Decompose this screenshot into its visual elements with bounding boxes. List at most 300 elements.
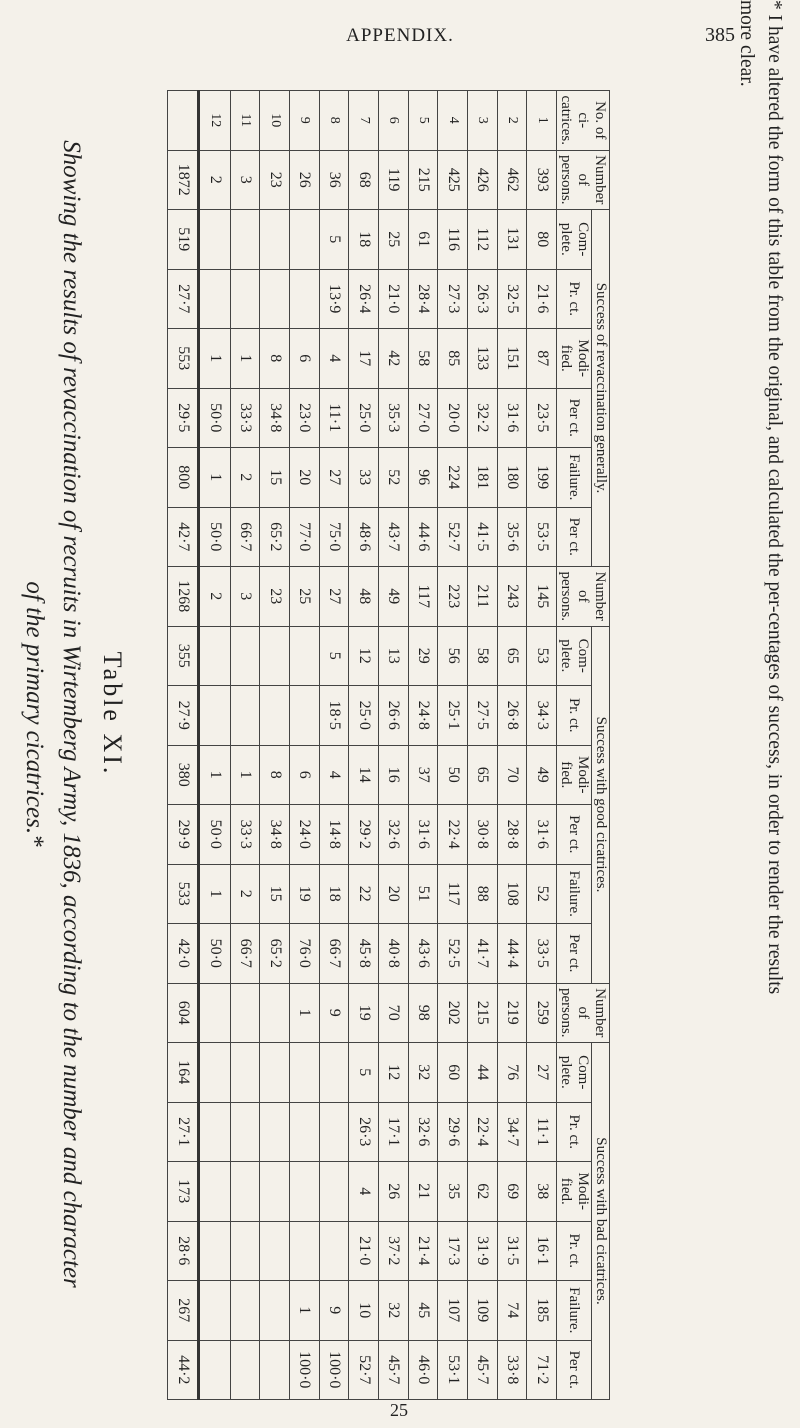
table-cell: 68 <box>349 150 379 210</box>
table-cell: 75·0 <box>319 507 349 567</box>
table-cell: 71·2 <box>527 1340 557 1400</box>
table-cell: 17·3 <box>438 1221 468 1281</box>
cell-no-cicatrices: 4 <box>438 91 468 151</box>
col-header-number-persons: Number of persons. <box>557 567 610 627</box>
table-cell: 52·7 <box>349 1340 379 1400</box>
table-cell <box>199 983 230 1043</box>
table-cell: 9 <box>319 1281 349 1341</box>
col-header: Failure. <box>557 1281 592 1341</box>
table-cell: 37·2 <box>378 1221 408 1281</box>
table-cell: 27 <box>319 448 349 508</box>
table-cell: 96 <box>408 448 438 508</box>
table-cell: 87 <box>527 329 557 389</box>
table-cell: 77·0 <box>289 507 319 567</box>
table-cell: 65 <box>467 745 497 805</box>
table-cell: 30·8 <box>467 805 497 865</box>
table-cell: 45·7 <box>378 1340 408 1400</box>
table-cell: 6 <box>289 329 319 389</box>
table-cell: 24·0 <box>289 805 319 865</box>
table-cell: 51 <box>408 864 438 924</box>
table-cell <box>230 1043 260 1103</box>
table-cell: 21 <box>408 1162 438 1222</box>
table-cell: 48·6 <box>349 507 379 567</box>
table-cell: 27 <box>527 1043 557 1103</box>
table-cell: 65·2 <box>260 507 290 567</box>
table-cell: 2 <box>199 150 230 210</box>
table-cell: 44 <box>467 1043 497 1103</box>
table-cell: 22·4 <box>438 805 468 865</box>
table-cell: 62 <box>467 1162 497 1222</box>
table-row <box>349 91 379 1400</box>
table-cell: 35 <box>438 1162 468 1222</box>
table-cell <box>319 1221 349 1281</box>
table-cell: 25·0 <box>349 686 379 746</box>
table-cell: 28·4 <box>408 269 438 329</box>
table-cell: 52·5 <box>438 924 468 984</box>
table-cell: 109 <box>467 1281 497 1341</box>
table-cell: 119 <box>378 150 408 210</box>
table-cell <box>199 1162 230 1222</box>
table-cell: 22·4 <box>467 1102 497 1162</box>
table-cell: 21·0 <box>378 269 408 329</box>
table-cell: 1 <box>199 448 230 508</box>
table-cell <box>260 1221 290 1281</box>
table-cell: 112 <box>467 210 497 270</box>
table-cell <box>260 1043 290 1103</box>
table-cell: 131 <box>497 210 527 270</box>
table-cell: 58 <box>408 329 438 389</box>
col-header: Per ct. <box>557 1340 592 1400</box>
table-cell: 35·6 <box>497 507 527 567</box>
table-cell: 53·5 <box>527 507 557 567</box>
table-cell: 27 <box>319 567 349 627</box>
table-cell: 185 <box>527 1281 557 1341</box>
col-header: Per ct. <box>557 507 592 567</box>
total-cell: 604 <box>168 983 199 1043</box>
cell-no-cicatrices: 6 <box>378 91 408 151</box>
table-cell: 37 <box>408 745 438 805</box>
table-cell: 33·3 <box>230 388 260 448</box>
table-cell: 32·2 <box>467 388 497 448</box>
total-cell: 553 <box>168 329 199 389</box>
table-cell: 224 <box>438 448 468 508</box>
col-header: Modi-fied. <box>557 745 592 805</box>
table-cell: 34·8 <box>260 805 290 865</box>
table-cell: 4 <box>319 329 349 389</box>
table-cell: 31·6 <box>408 805 438 865</box>
table-cell: 49 <box>527 745 557 805</box>
table-row <box>319 91 349 1400</box>
table-cell: 1 <box>230 329 260 389</box>
table-row <box>527 91 557 1400</box>
table-cell <box>199 626 230 686</box>
table-cell: 66·7 <box>319 924 349 984</box>
col-header-number-persons: Number of persons. <box>557 150 610 210</box>
table-cell: 27·0 <box>408 388 438 448</box>
table-cell: 50·0 <box>199 924 230 984</box>
cell-no-cicatrices: 12 <box>199 91 230 151</box>
col-header: Failure. <box>557 448 592 508</box>
col-header: Per ct. <box>557 924 592 984</box>
cell-no-cicatrices: 8 <box>319 91 349 151</box>
table-cell <box>260 1340 290 1400</box>
table-cell: 2 <box>199 567 230 627</box>
table-cell: 49 <box>378 567 408 627</box>
data-table-wrapper <box>167 90 610 1400</box>
total-cell: 380 <box>168 745 199 805</box>
table-cell: 22 <box>349 864 379 924</box>
table-cell: 80 <box>527 210 557 270</box>
table-cell: 26·4 <box>349 269 379 329</box>
table-cell <box>199 686 230 746</box>
col-header: Pr. ct. <box>557 269 592 329</box>
table-cell: 151 <box>497 329 527 389</box>
table-cell: 40·8 <box>378 924 408 984</box>
table-row <box>199 91 230 1400</box>
table-body <box>168 91 557 1400</box>
table-cell: 66·7 <box>230 507 260 567</box>
table-cell: 20 <box>378 864 408 924</box>
table-cell: 16 <box>378 745 408 805</box>
table-cell: 393 <box>527 150 557 210</box>
table-cell: 117 <box>408 567 438 627</box>
table-cell: 32 <box>408 1043 438 1103</box>
total-cell: 29·9 <box>168 805 199 865</box>
table-cell: 41·7 <box>467 924 497 984</box>
table-cell: 38 <box>527 1162 557 1222</box>
table-cell: 18 <box>319 864 349 924</box>
table-cell <box>260 210 290 270</box>
table-cell: 117 <box>438 864 468 924</box>
table-cell: 211 <box>467 567 497 627</box>
col-header: Com-plete. <box>557 626 592 686</box>
total-cell: 355 <box>168 626 199 686</box>
col-header-number-persons: Number of persons. <box>557 983 610 1043</box>
footnote: * I have altered the form of this table from the original, and calculated the per-centages of success, in order to render the results <box>764 0 785 995</box>
table-row <box>230 91 260 1400</box>
table-cell: 26 <box>378 1162 408 1222</box>
table-cell: 18 <box>349 210 379 270</box>
table-cell: 14 <box>349 745 379 805</box>
cell-no-cicatrices: 10 <box>260 91 290 151</box>
table-cell: 46·0 <box>408 1340 438 1400</box>
table-cell <box>230 210 260 270</box>
table-cell <box>289 1162 319 1222</box>
table-cell: 462 <box>497 150 527 210</box>
table-cell: 15 <box>260 864 290 924</box>
table-cell <box>230 1221 260 1281</box>
signature-mark: 25 <box>390 1400 408 1420</box>
table-cell <box>260 1162 290 1222</box>
table-cell <box>230 686 260 746</box>
table-cell: 36 <box>319 150 349 210</box>
table-cell: 215 <box>408 150 438 210</box>
table-cell <box>230 1102 260 1162</box>
table-cell: 25·1 <box>438 686 468 746</box>
table-cell: 11·1 <box>319 388 349 448</box>
table-cell: 3 <box>230 150 260 210</box>
table-cell: 45·7 <box>467 1340 497 1400</box>
table-cell: 85 <box>438 329 468 389</box>
table-cell <box>230 1281 260 1341</box>
table-cell: 43·7 <box>378 507 408 567</box>
table-cell <box>289 210 319 270</box>
table-row <box>467 91 497 1400</box>
table-cell: 32·6 <box>408 1102 438 1162</box>
table-cell: 13·9 <box>319 269 349 329</box>
table-cell: 10 <box>349 1281 379 1341</box>
table-cell: 202 <box>438 983 468 1043</box>
table-cell: 27·3 <box>438 269 468 329</box>
total-cell: 27·9 <box>168 686 199 746</box>
table-cell: 35·3 <box>378 388 408 448</box>
table-cell: 21·0 <box>349 1221 379 1281</box>
table-cell <box>319 1102 349 1162</box>
table-cell: 8 <box>260 329 290 389</box>
table-cell: 17 <box>349 329 379 389</box>
table-cell: 100·0 <box>319 1340 349 1400</box>
table-cell: 21·4 <box>408 1221 438 1281</box>
table-cell: 23 <box>260 567 290 627</box>
table-cell: 6 <box>289 745 319 805</box>
footnote-continued: more clear. <box>736 0 757 87</box>
table-cell: 53 <box>527 626 557 686</box>
table-cell: 50·0 <box>199 507 230 567</box>
cell-no-cicatrices: 7 <box>349 91 379 151</box>
table-cell: 17·1 <box>378 1102 408 1162</box>
table-cell: 2 <box>230 448 260 508</box>
table-cell: 181 <box>467 448 497 508</box>
table-cell <box>289 269 319 329</box>
table-cell: 25 <box>289 567 319 627</box>
table-cell: 1 <box>199 329 230 389</box>
table-cell: 88 <box>467 864 497 924</box>
table-cell: 65 <box>497 626 527 686</box>
table-cell: 29·6 <box>438 1102 468 1162</box>
table-cell <box>260 626 290 686</box>
col-header: Failure. <box>557 864 592 924</box>
table-cell: 43·6 <box>408 924 438 984</box>
table-cell: 5 <box>319 210 349 270</box>
table-cell: 76 <box>497 1043 527 1103</box>
table-cell: 52 <box>378 448 408 508</box>
table-cell <box>289 1043 319 1103</box>
table-cell: 31·5 <box>497 1221 527 1281</box>
table-cell <box>230 1340 260 1400</box>
table-cell: 23·5 <box>527 388 557 448</box>
table-cell: 425 <box>438 150 468 210</box>
table-cell <box>289 1221 319 1281</box>
table-caption-line1: Showing the results of revaccination of recruits in Wirtemberg Army, 1836, according to the number and character <box>58 140 85 1288</box>
total-cell: 173 <box>168 1162 199 1222</box>
table-cell <box>230 269 260 329</box>
table-cell: 56 <box>438 626 468 686</box>
table-cell: 48 <box>349 567 379 627</box>
table-cell: 21·6 <box>527 269 557 329</box>
table-cell: 41·5 <box>467 507 497 567</box>
table-cell <box>319 1043 349 1103</box>
table-cell: 4 <box>349 1162 379 1222</box>
table-cell: 32·6 <box>378 805 408 865</box>
col-header: Per ct. <box>557 805 592 865</box>
table-cell: 42 <box>378 329 408 389</box>
page-number: 385 <box>705 24 735 46</box>
table-cell <box>260 1102 290 1162</box>
table-cell: 23 <box>260 150 290 210</box>
table-cell: 1 <box>289 1281 319 1341</box>
cell-no-cicatrices: 2 <box>497 91 527 151</box>
table-cell: 5 <box>349 1043 379 1103</box>
running-head: APPENDIX. <box>346 25 454 46</box>
table-cell: 60 <box>438 1043 468 1103</box>
table-cell: 69 <box>497 1162 527 1222</box>
table-cell: 33·8 <box>497 1340 527 1400</box>
table-cell: 20·0 <box>438 388 468 448</box>
col-header: Com-plete. <box>557 1043 592 1103</box>
table-cell <box>230 1162 260 1222</box>
table-cell: 29 <box>408 626 438 686</box>
table-row <box>438 91 468 1400</box>
table-cell: 25 <box>378 210 408 270</box>
total-cell: 42·0 <box>168 924 199 984</box>
table-cell: 26 <box>289 150 319 210</box>
totals-row <box>168 91 199 1400</box>
table-row <box>408 91 438 1400</box>
table-cell: 19 <box>289 864 319 924</box>
total-cell: 29·5 <box>168 388 199 448</box>
table-cell: 116 <box>438 210 468 270</box>
total-cell: 533 <box>168 864 199 924</box>
table-cell: 25·0 <box>349 388 379 448</box>
total-cell: 1872 <box>168 150 199 210</box>
table-cell: 145 <box>527 567 557 627</box>
table-cell: 108 <box>497 864 527 924</box>
table-cell <box>199 1043 230 1103</box>
table-cell: 8 <box>260 745 290 805</box>
table-cell <box>199 269 230 329</box>
total-cell: 27·1 <box>168 1102 199 1162</box>
table-cell: 45·8 <box>349 924 379 984</box>
col-header: Pr. ct. <box>557 1221 592 1281</box>
col-header: Com-plete. <box>557 210 592 270</box>
table-cell: 32·5 <box>497 269 527 329</box>
table-cell: 259 <box>527 983 557 1043</box>
revaccination-table <box>167 90 610 1400</box>
table-cell <box>260 269 290 329</box>
table-cell <box>260 983 290 1043</box>
table-cell: 34·3 <box>527 686 557 746</box>
table-row <box>260 91 290 1400</box>
col-header: Pr. ct. <box>557 1102 592 1162</box>
table-cell <box>230 626 260 686</box>
table-cell: 215 <box>467 983 497 1043</box>
table-cell: 12 <box>378 1043 408 1103</box>
cell-no-cicatrices: 1 <box>527 91 557 151</box>
table-cell: 31·9 <box>467 1221 497 1281</box>
table-cell <box>289 1102 319 1162</box>
table-cell: 18·5 <box>319 686 349 746</box>
table-cell: 33·3 <box>230 805 260 865</box>
cell-no-cicatrices: 11 <box>230 91 260 151</box>
table-cell: 2 <box>230 864 260 924</box>
table-cell: 26·8 <box>497 686 527 746</box>
table-cell: 31·6 <box>527 805 557 865</box>
table-label: Table XI. <box>98 651 127 777</box>
table-cell: 74 <box>497 1281 527 1341</box>
table-cell: 24·8 <box>408 686 438 746</box>
table-cell <box>230 983 260 1043</box>
table-cell: 19 <box>349 983 379 1043</box>
table-cell: 1 <box>199 864 230 924</box>
table-cell: 45 <box>408 1281 438 1341</box>
table-cell: 65·2 <box>260 924 290 984</box>
table-cell: 52 <box>527 864 557 924</box>
table-cell: 223 <box>438 567 468 627</box>
table-cell: 1 <box>230 745 260 805</box>
table-cell: 26·3 <box>349 1102 379 1162</box>
table-cell: 5 <box>319 626 349 686</box>
total-cell: 267 <box>168 1281 199 1341</box>
table-cell <box>289 686 319 746</box>
group-header-bad: Success with bad cicatrices. <box>592 1043 610 1400</box>
total-cell: 28·6 <box>168 1221 199 1281</box>
table-cell <box>199 210 230 270</box>
table-cell: 199 <box>527 448 557 508</box>
table-cell: 9 <box>319 983 349 1043</box>
table-cell: 32 <box>378 1281 408 1341</box>
table-cell: 13 <box>378 626 408 686</box>
table-cell: 28·8 <box>497 805 527 865</box>
table-cell <box>260 686 290 746</box>
table-row <box>289 91 319 1400</box>
table-cell <box>199 1102 230 1162</box>
table-cell: 133 <box>467 329 497 389</box>
table-cell: 70 <box>497 745 527 805</box>
total-cell: 1268 <box>168 567 199 627</box>
table-cell <box>289 626 319 686</box>
col-header-no-cicatrices: No. of ci-catrices. <box>557 91 610 151</box>
table-cell: 31·6 <box>497 388 527 448</box>
total-cell: 800 <box>168 448 199 508</box>
totals-label-cell <box>168 91 199 151</box>
cell-no-cicatrices: 9 <box>289 91 319 151</box>
table-cell <box>260 1281 290 1341</box>
table-cell: 50·0 <box>199 388 230 448</box>
table-cell: 100·0 <box>289 1340 319 1400</box>
table-cell: 1 <box>199 745 230 805</box>
table-cell: 180 <box>497 448 527 508</box>
table-cell: 1 <box>289 983 319 1043</box>
table-cell: 58 <box>467 626 497 686</box>
group-header-general: Success of revaccination generally. <box>592 210 610 567</box>
table-cell: 76·0 <box>289 924 319 984</box>
table-cell: 53·1 <box>438 1340 468 1400</box>
table-cell: 50·0 <box>199 805 230 865</box>
table-cell: 107 <box>438 1281 468 1341</box>
table-cell: 52·7 <box>438 507 468 567</box>
cell-no-cicatrices: 5 <box>408 91 438 151</box>
col-header: Pr. ct. <box>557 686 592 746</box>
table-cell: 66·7 <box>230 924 260 984</box>
table-cell <box>199 1221 230 1281</box>
table-cell: 44·4 <box>497 924 527 984</box>
table-cell: 50 <box>438 745 468 805</box>
col-header: Modi-fied. <box>557 329 592 389</box>
col-header: Per ct. <box>557 388 592 448</box>
table-cell <box>199 1340 230 1400</box>
table-cell <box>319 1162 349 1222</box>
group-header-good: Success with good cicatrices. <box>592 626 610 983</box>
